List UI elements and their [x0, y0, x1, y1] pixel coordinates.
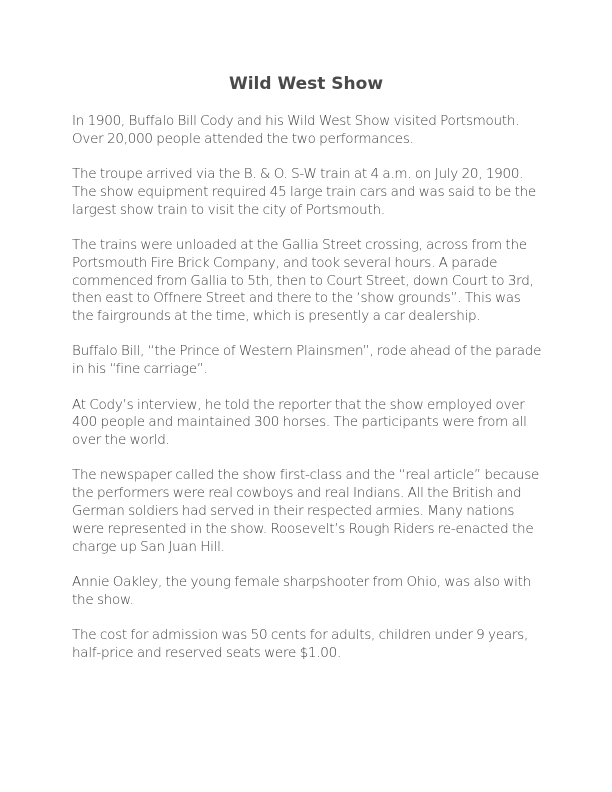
paragraph-newspaper: The newspaper called the show first-class and the “real article” because the performers were real cowboys and real Indians. All the British and German soldiers had served in their respected armies. Many nations were represented in the show. Roosevelt’s Rough Riders re-enacted the charge up San Juan Hill.	[72, 467, 540, 555]
page-title: Wild West Show	[228, 74, 384, 94]
paragraph-parade: The trains were unloaded at the Gallia Street crossing, across from the Portsmouth Fire Brick Company, and took several hours. A parade commenced from Gallia to 5th, then to Court Street, down Court to 3rd, then east to Offnere Street and there to the ‘show grounds”. This was the fairgrounds at the time, which is presently a car dealership.	[72, 236, 534, 325]
paragraph-arrival: The troupe arrived via the B. & O. S-W train at 4 a.m. on July 20, 1900. The show equipment required 45 large train cars and was said to be the largest show train to visit the city of Portsmouth.	[72, 166, 536, 218]
document-body	[72, 113, 542, 680]
paragraph-intro: In 1900, Buffalo Bill Cody and his Wild West Show visited Portsmouth. Over 20,000 people attended the two performances.	[72, 113, 520, 147]
paragraph-admission: The cost for admission was 50 cents for adults, children under 9 years, half-price and reserved seats were $1.00.	[72, 627, 529, 661]
paragraph-buffalo-bill: Buffalo Bill, “the Prince of Western Plainsmen”, rode ahead of the parade in his “fine carriage”.	[72, 343, 542, 378]
paragraph-annie-oakley: Annie Oakley, the young female sharpshooter from Ohio, was also with the show.	[72, 573, 531, 608]
paragraph-interview: At Cody’s interview, he told the reporter that the show employed over 400 people and maintained 300 horses. The participants were from all over the world.	[72, 396, 527, 449]
